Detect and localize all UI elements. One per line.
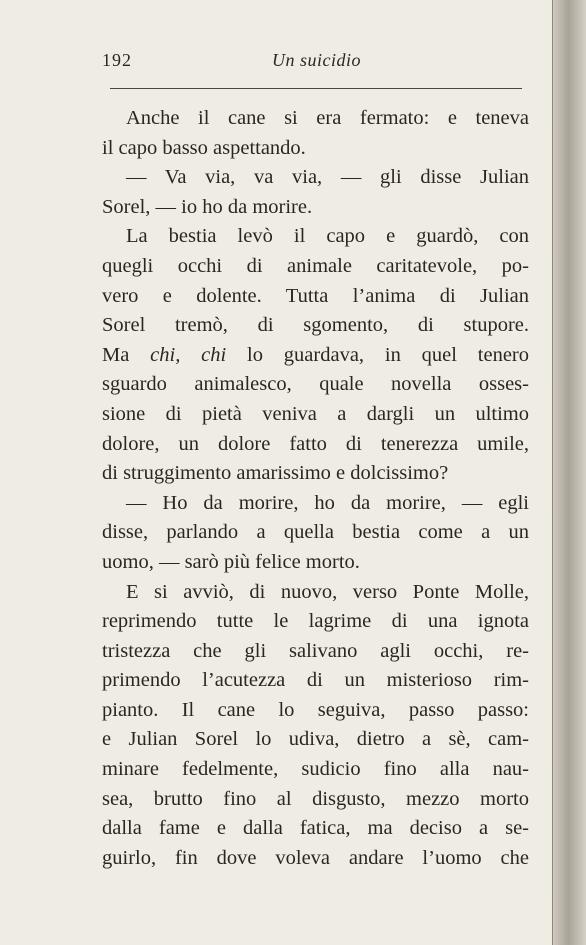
text-line: il capo basso aspettando.: [102, 136, 306, 159]
text-line: sea, brutto fino al disgusto, mezzo morto: [102, 787, 529, 810]
text-line: Sorel, — io ho da morire.: [102, 195, 313, 218]
running-title: Un suicidio: [272, 50, 361, 70]
text-line: dalla fame e dalla fatica, ma deciso a se-: [102, 817, 529, 840]
text-line: tristezza che gli salivano agli occhi, re-: [102, 639, 529, 662]
text-line: Sorel tremò, di sgomento, di stupore.: [102, 314, 529, 337]
text-line: e Julian Sorel lo udiva, dietro a sè, cam-: [102, 728, 529, 751]
text-line: di struggimento amarissimo e dolcissimo?: [102, 462, 449, 485]
text-line: E si avviò, di nuovo, verso Ponte Molle,: [126, 580, 529, 603]
text-segment: lo guardava, in quel tenero: [226, 343, 529, 366]
text-line: sguardo animalesco, quale novella osses-: [102, 373, 529, 396]
text-line: La bestia levò il capo e guardò, con: [126, 225, 529, 248]
header-rule: [110, 88, 522, 89]
text-line: vero e dolente. Tutta l’anima di Julian: [102, 284, 529, 307]
body-text: [102, 104, 529, 873]
text-line: primendo l’acutezza di un misterioso rim-: [102, 669, 529, 692]
text-line: dolore, un dolore fatto di tenerezza umile,: [102, 432, 529, 455]
text-line: sione di pietà veniva a dargli un ultimo: [102, 402, 529, 425]
text-line: Anche il cane si era fermato: e teneva: [126, 107, 529, 129]
text-line: uomo, — sarò più felice morto.: [102, 550, 360, 573]
text-line: guirlo, fin dove voleva andare l’uomo che: [102, 846, 529, 869]
page-header: [102, 50, 530, 80]
text-line-with-italic: [102, 341, 529, 371]
text-segment: Ma: [102, 343, 151, 366]
text-line: minare fedelmente, sudicio fino alla nau-: [102, 758, 529, 781]
italic-text: chi, chi: [150, 343, 227, 366]
text-line: quegli occhi di animale caritatevole, po-: [102, 254, 529, 277]
text-line: disse, parlando a quella bestia come a un: [102, 521, 529, 544]
page-number: 192: [102, 50, 132, 70]
text-line: pianto. Il cane lo seguiva, passo passo:: [102, 698, 529, 721]
text-line: — Ho da morire, ho da morire, — egli: [126, 491, 529, 514]
page-edge: [552, 0, 586, 945]
text-line: — Va via, va via, — gli disse Julian: [126, 166, 529, 189]
text-line: reprimendo tutte le lagrime di una ignota: [102, 610, 529, 633]
